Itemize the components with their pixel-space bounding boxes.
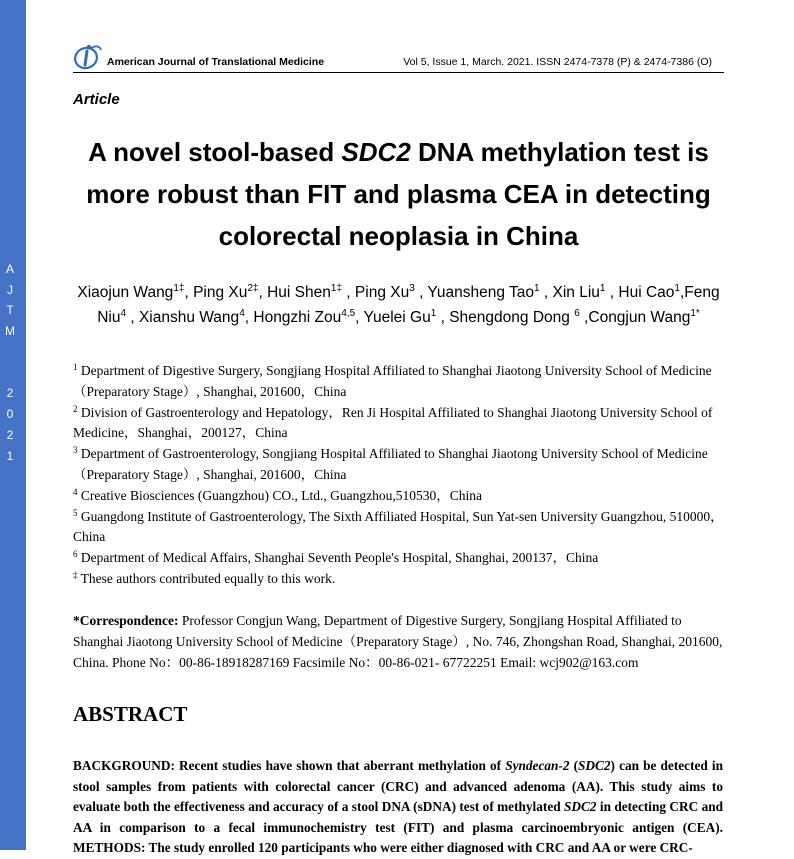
author-separator: , bbox=[679, 284, 685, 302]
issue-info: Vol 5, Issue 1, March. 2021. ISSN 2474-7378 (P) & 2474-7386 (O) bbox=[403, 56, 712, 68]
author-name: Yuansheng Tao bbox=[427, 284, 535, 302]
affiliation-mark: 1 bbox=[73, 362, 78, 372]
author-affiliation-mark: 1* bbox=[690, 308, 700, 320]
side-letter: M bbox=[5, 324, 15, 338]
journal-header bbox=[73, 40, 724, 73]
author-separator: , bbox=[539, 284, 553, 302]
author-name: Shengdong Dong bbox=[449, 309, 575, 327]
author-name: Hui Shen bbox=[267, 284, 331, 302]
author-affiliation-mark: 1‡ bbox=[173, 283, 185, 294]
author-name: Hongzhi Zou bbox=[253, 309, 342, 327]
abstract-text: ( bbox=[569, 758, 579, 773]
author-separator: , bbox=[258, 284, 268, 302]
author-name: Feng Niu bbox=[97, 284, 720, 327]
abstract-body bbox=[73, 756, 723, 859]
abstract-text: SDC2 bbox=[578, 758, 611, 773]
abstract-text: Syndecan-2 bbox=[505, 758, 570, 773]
side-letter: J bbox=[7, 283, 13, 297]
author-affiliation-mark: 2‡ bbox=[247, 283, 259, 294]
author-affiliation-mark: 3 bbox=[409, 283, 415, 294]
affiliation-item bbox=[73, 569, 728, 590]
title-text: A novel stool-based bbox=[88, 137, 342, 167]
affiliation-mark: ‡ bbox=[73, 569, 78, 580]
journal-logo-icon bbox=[73, 42, 103, 70]
author-affiliation-mark: 6 bbox=[574, 308, 580, 320]
affiliation-item bbox=[73, 548, 728, 569]
affiliation-text: Department of Gastroenterology, Songjiang Hospital Affiliated to Shanghai Jiaotong University School of Medicine（Preparatory Stage）, Shanghai, 201600，China bbox=[73, 446, 708, 482]
abstract-text: ) can be detected in stool samples from patients with colorectal cancer (CRC) and advanced adenoma (AA). This study aims to evaluate both the effectiveness and accuracy of a stool DNA (sDNA) test of methylated bbox=[73, 758, 723, 814]
author-separator: , bbox=[414, 284, 428, 302]
author-name: Xin Liu bbox=[552, 284, 600, 302]
paper-title bbox=[73, 131, 724, 257]
author-affiliation-mark: 1‡ bbox=[330, 283, 342, 294]
affiliation-text: Department of Medical Affairs, Shanghai Seventh People's Hospital, Shanghai, 200137，China bbox=[80, 550, 599, 566]
side-letter: 2 bbox=[6, 386, 14, 400]
side-letter: T bbox=[6, 303, 14, 317]
affiliation-text: Department of Digestive Surgery, Songjiang Hospital Affiliated to Shanghai Jiaotong University School of Medicine（Preparatory Stage）, Shanghai, 201600，China bbox=[73, 363, 712, 399]
author-name: Ping Xu bbox=[193, 284, 248, 302]
affiliation-item bbox=[73, 507, 728, 549]
affiliation-mark: 4 bbox=[73, 486, 78, 497]
side-letter: A bbox=[5, 262, 14, 276]
author-affiliation-mark: 1 bbox=[430, 308, 437, 320]
affiliation-text: These authors contributed equally to this work. bbox=[80, 570, 336, 586]
author-affiliation-mark: 1 bbox=[534, 283, 540, 294]
author-affiliation-mark: 4,5 bbox=[341, 308, 356, 320]
affiliation-mark: 2 bbox=[73, 403, 78, 414]
author-affiliation-mark: 1 bbox=[674, 283, 680, 294]
affiliation-mark: 5 bbox=[73, 507, 78, 518]
abstract-text: SDC2 bbox=[564, 799, 597, 814]
author-separator: , bbox=[579, 309, 589, 327]
author-affiliation-mark: 4 bbox=[239, 308, 245, 320]
author-list bbox=[73, 278, 724, 328]
author-name: Ping Xu bbox=[354, 284, 410, 302]
affiliation-list bbox=[73, 361, 728, 590]
side-letter: 2 bbox=[6, 428, 14, 442]
abstract-text: BACKGROUND: Recent studies have shown that aberrant methylation of bbox=[73, 758, 506, 773]
author-separator: , bbox=[184, 284, 194, 302]
side-letter: 0 bbox=[6, 407, 14, 421]
correspondence-text: Professor Congjun Wang, Department of Digestive Surgery, Songjiang Hospital Affiliated to Shanghai Jiaotong University School of Medicine（Preparatory Stage）, No. 746, Zhongshan Road, Shanghai, 201600, China. Phone No：00-86-18918287169 Facsimile No：00-86-021- 67722251 Email: wcj902@163.com bbox=[73, 613, 723, 670]
journal-side-bar bbox=[0, 0, 26, 850]
author-separator: , bbox=[342, 284, 355, 302]
author-affiliation-mark: 1 bbox=[599, 283, 606, 294]
affiliation-item bbox=[73, 444, 728, 486]
correspondence bbox=[73, 611, 728, 673]
affiliation-mark: 3 bbox=[73, 445, 78, 456]
author-separator: , bbox=[605, 284, 619, 302]
author-separator: , bbox=[436, 309, 450, 327]
author-separator: , bbox=[244, 309, 254, 327]
affiliation-item bbox=[73, 361, 728, 403]
author-name: Hui Cao bbox=[618, 284, 675, 302]
affiliation-item bbox=[73, 403, 728, 445]
author-affiliation-mark: 4 bbox=[120, 308, 127, 320]
abstract-text: in detecting CRC and AA in comparison to a fecal immunochemistry test (FIT) and plasma carcinoembryonic antigen (CEA). METHODS: The study enrolled 120 participants who were either diagnosed with CRC and AA or were CRC- bbox=[73, 799, 724, 855]
affiliation-item bbox=[73, 486, 728, 507]
affiliation-mark: 6 bbox=[73, 549, 78, 560]
author-separator: , bbox=[355, 309, 364, 327]
author-name: Xianshu Wang bbox=[138, 309, 240, 327]
affiliation-text: Division of Gastroenterology and Hepatology，Ren Ji Hospital Affiliated to Shanghai Jiaotong University School of Medicine，Shanghai，200127，China bbox=[73, 404, 713, 441]
side-letter: 1 bbox=[6, 449, 14, 463]
author-name: Yuelei Gu bbox=[363, 309, 431, 327]
journal-name: American Journal of Translational Medicine bbox=[107, 56, 325, 68]
author-name: Congjun Wang bbox=[588, 309, 691, 327]
affiliation-text: Creative Biosciences (Guangzhou) CO., Ltd., Guangzhou,510530，China bbox=[80, 487, 483, 503]
article-type: Article bbox=[73, 91, 120, 108]
abstract-heading: ABSTRACT bbox=[73, 702, 188, 726]
correspondence-label: *Correspondence: bbox=[73, 613, 179, 628]
author-name: Xiaojun Wang bbox=[77, 284, 174, 302]
title-gene: SDC2 bbox=[341, 137, 411, 167]
title-text: DNA methylation test is more robust than FIT and plasma CEA in detecting colorectal neoplasia in China bbox=[86, 137, 711, 251]
author-separator: , bbox=[126, 309, 139, 327]
affiliation-text: Guangdong Institute of Gastroenterology, The Sixth Affiliated Hospital, Sun Yat-sen University Guangzhou, 510000，China bbox=[73, 508, 724, 545]
